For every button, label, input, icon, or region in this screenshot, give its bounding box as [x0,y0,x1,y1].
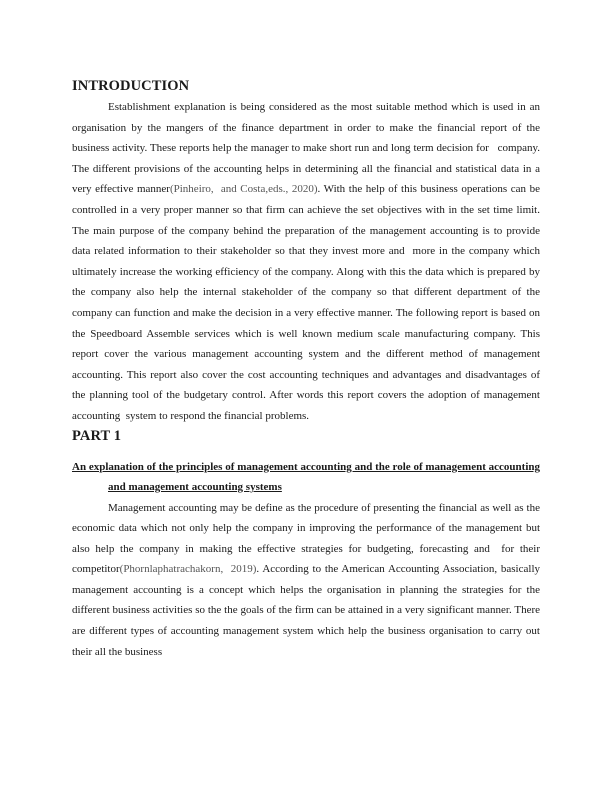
part1-citation: (Phornlaphatrachakorn, 2019) [119,563,257,576]
introduction-heading: INTRODUCTION [72,78,190,94]
page-content [72,77,540,662]
introduction-paragraph [72,97,540,427]
part1-subheading: An explanation of the principles of management accounting and the role of management accounting and management accounting systems [72,460,540,493]
part1-paragraph [72,498,540,663]
part1-text-a: Management accounting may be define as the procedure of presenting the financial as well as the economic data which not only help the company in improving the performance of the management but also help the company in making the effective strategies for budgeting, forecasting and for their competitor [72,501,540,576]
introduction-text-b: . With the help of this business operations can be controlled in a very proper manner so that firm can achieve the set objectives with in the set time limit. The main purpose of the company behind the preparation of the management accounting is to provide data related information to their stakeholder so that they invest more and more in the company which ultimately increase the working efficiency of the company. Along with this the data which is prepared by the company also help the internal stakeholder of the company so that different department of the company can function and make the decision in a very effective manner. The following report is based on the Speedboard Assemble services which is well known medium scale manufacturing company. This report cover the various management accounting system and the different method of management accounting. This report also cover the cost accounting techniques and advantages and disadvantages of the planning tool of the budgetary control. After words this report covers the adoption of management accounting system to respond the financial problems. [72,183,540,422]
part1-text-b: . According to the American Accounting Association, basically management accounting is a concept which helps the organisation in planning the strategies for the different business activities so the the goals of the firm can be attained in a very significant manner. There are different types of accounting management system which help the business organisation to carry out their all the business [72,563,540,658]
introduction-citation: (Pinheiro, and Costa,eds., 2020) [169,183,318,196]
introduction-text-a: Establishment explanation is being considered as the most suitable method which is used in an organisation by the mangers of the finance department in order to make the financial report of the business activity. These reports help the manager to make short run and long term decision for company. The different provisions of the accounting helps in determining all the financial and statistical data in a very effective manner [72,101,540,196]
part1-heading: PART 1 [72,427,122,444]
